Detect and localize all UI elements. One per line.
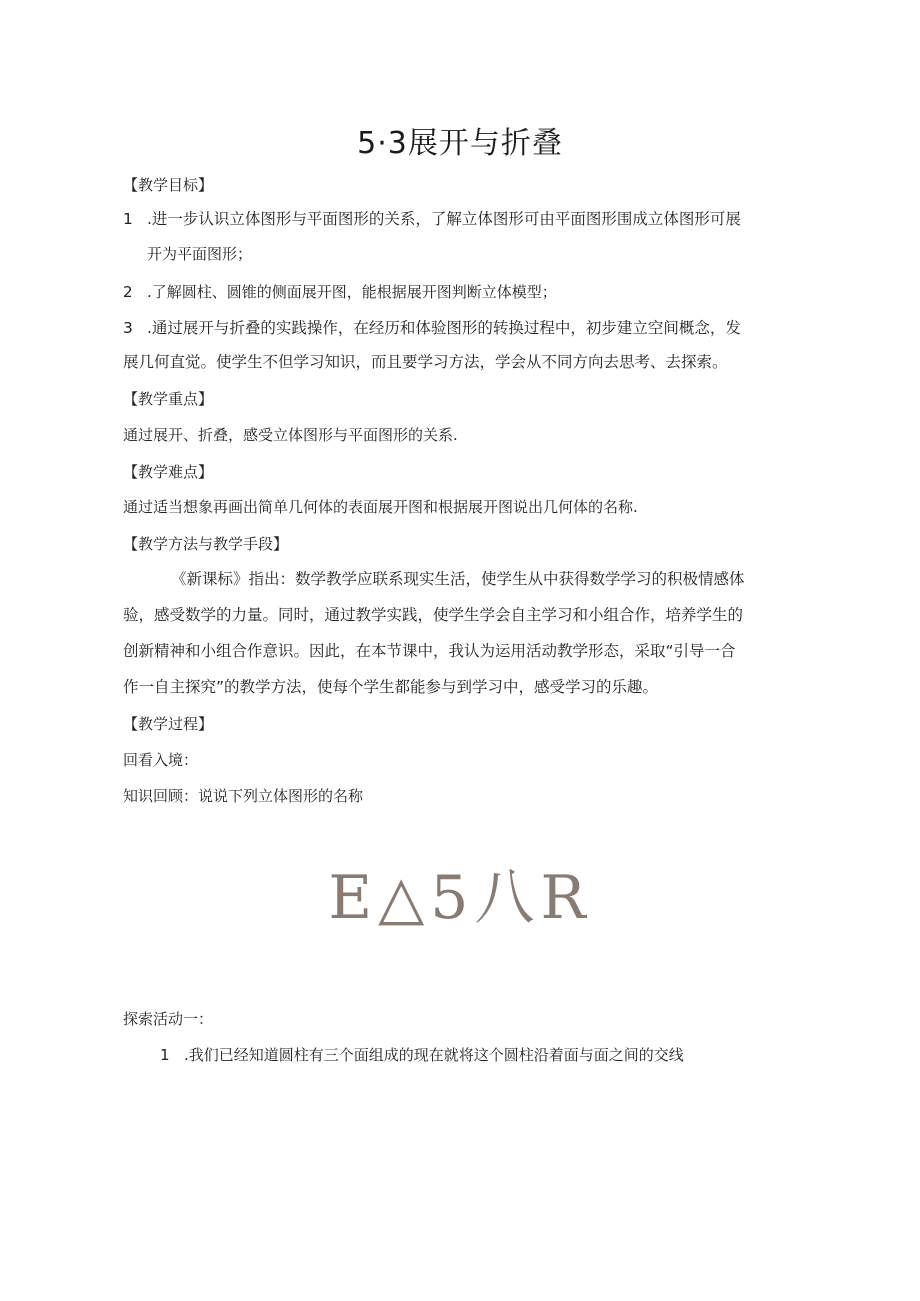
difficulty-heading: 【教学难点】 [123, 463, 214, 481]
page-title: 5·3展开与折叠 [357, 126, 563, 161]
method-line-1: 《新课标》指出：数学教学应联系现实生活，使学生从中获得数学学习的积极情感体 [171, 570, 745, 588]
explore-number: 1 [160, 1046, 170, 1064]
objective-text: .通过展开与折叠的实践操作，在经历和体验图形的转换过程中，初步建立空间概念，发 [147, 319, 741, 337]
difficulty-text: 通过适当想象再画出简单几何体的表面展开图和根据展开图说出几何体的名称. [123, 498, 638, 516]
explore-text: .我们已经知道圆柱有三个面组成的现在就将这个圆柱沿着面与面之间的交线 [184, 1046, 684, 1064]
objectives-heading: 【教学目标】 [123, 176, 214, 194]
method-line-2: 验，感受数学的力量。同时，通过教学实践，使学生学会自主学习和小组合作，培养学生的 [123, 606, 744, 624]
objective-item-2 [123, 281, 557, 303]
key-text: 通过展开、折叠，感受立体图形与平面图形的关系. [123, 426, 458, 444]
objective-number: 2 [123, 283, 133, 301]
objective-item-1-cont: 开为平面图形； [147, 245, 253, 263]
method-line-3: 创新精神和小组合作意识。因此，在本节课中，我认为运用活动教学形态，采取“引导一合 [123, 642, 736, 660]
objective-text: .了解圆柱、圆锥的侧面展开图，能根据展开图判断立体模型； [147, 283, 557, 301]
objective-text: .进一步认识立体图形与平面图形的关系，了解立体图形可由平面图形围成立体图形可展 [147, 210, 741, 228]
method-line-4: 作一自主探究”的教学方法，使每个学生都能参与到学习中，感受学习的乐趣。 [123, 678, 659, 696]
objective-number: 1 [123, 210, 133, 228]
review-text: 知识回顾：说说下列立体图形的名称 [123, 787, 364, 805]
review-intro: 回看入境： [123, 751, 199, 769]
objective-item-3-cont: 展几何直觉。使学生不但学习知识，而且要学习方法，学会从不同方向去思考、去探索。 [123, 353, 728, 371]
key-heading: 【教学重点】 [123, 390, 214, 408]
objective-number: 3 [123, 319, 133, 337]
objective-item-3 [123, 317, 741, 339]
objective-item-1 [123, 208, 741, 230]
explore-heading: 探索活动一： [123, 1010, 214, 1028]
method-heading: 【教学方法与教学手段】 [123, 535, 289, 553]
shapes-figure: E△5八R [328, 863, 592, 933]
process-heading: 【教学过程】 [123, 715, 214, 733]
explore-item-1 [160, 1044, 684, 1066]
